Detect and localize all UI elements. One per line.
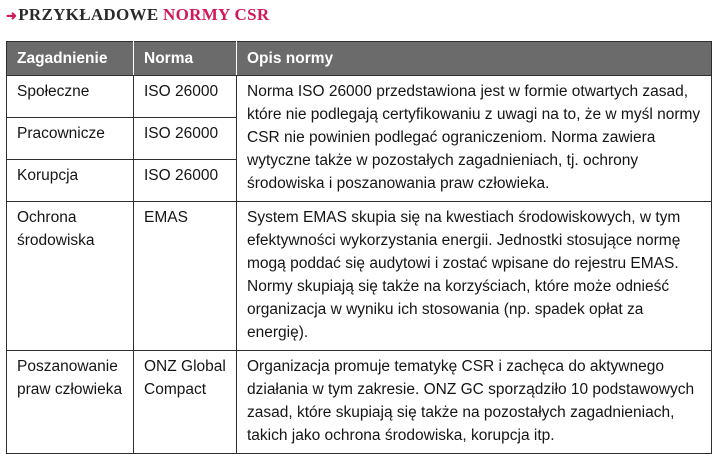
cell-norm: ISO 26000 <box>134 160 237 202</box>
table-row <box>7 351 712 454</box>
table-header-row <box>7 42 712 76</box>
cell-norm: ISO 26000 <box>134 76 237 118</box>
cell-norm: ISO 26000 <box>134 118 237 160</box>
cell-description: Organizacja promuje tematykę CSR i zachęca do aktywnego działania w tym zakresie. ONZ GC sporządziło 10 podstawowych zasad, które skupiają się także na pozostałych zagadnieniach, takich jako ochrona środowiska, korupcja itp. <box>237 351 712 454</box>
title-part-1: PRZYKŁADOWE <box>18 5 159 24</box>
cell-topic: Pracownicze <box>7 118 134 160</box>
header-norm: Norma <box>134 42 237 76</box>
cell-description: System EMAS skupia się na kwestiach środowiskowych, w tym efektywności wykorzystania energii. Jednostki stosujące normę mogą poddać się audytowi i zostać wpisane do rejestru EMAS. Normy skupiają się także na korzyściach, które może odnieść organizacja w wyniku ich stosowania (np. spadek opłat za energię). <box>237 202 712 351</box>
table-row <box>7 76 712 118</box>
title-part-2: NORMY CSR <box>163 5 270 24</box>
arrow-icon: ➜ <box>6 8 18 23</box>
header-description: Opis normy <box>237 42 712 76</box>
cell-norm: ONZ Global Compact <box>134 351 237 454</box>
csr-norms-table <box>6 41 712 454</box>
cell-topic: Poszanowanie praw człowieka <box>7 351 134 454</box>
table-row <box>7 202 712 351</box>
header-topic: Zagadnienie <box>7 42 134 76</box>
cell-description: Norma ISO 26000 przedstawiona jest w formie otwartych zasad, które nie podlegają certyfikowaniu z uwagi na to, że w myśl normy CSR nie powinien podlegać ograniczeniom. Norma zawiera wytyczne także w pozostałych zagadnieniach, tj. ochrony środowiska i poszanowania praw człowieka. <box>237 76 712 202</box>
cell-norm: EMAS <box>134 202 237 351</box>
cell-topic: Ochrona środowiska <box>7 202 134 351</box>
page-title <box>6 4 269 26</box>
cell-topic: Społeczne <box>7 76 134 118</box>
cell-topic: Korupcja <box>7 160 134 202</box>
